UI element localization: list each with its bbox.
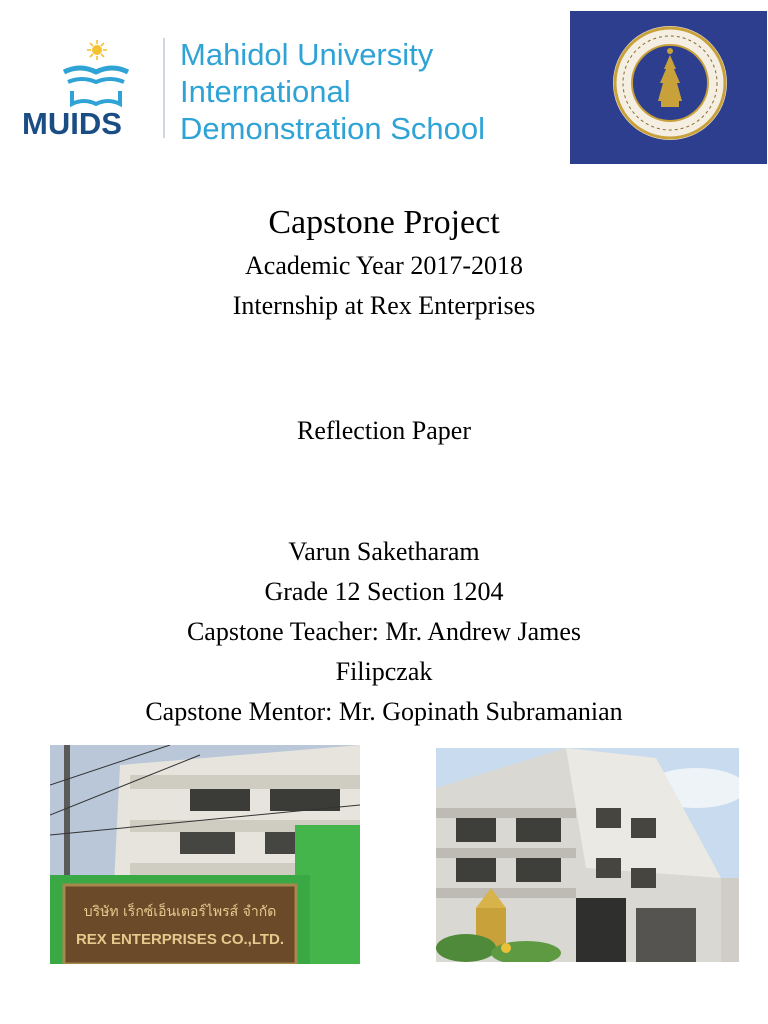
sign-thai-text: บริษัท เร็กซ์เอ็นเตอร์ไพรส์ จำกัด xyxy=(83,904,277,920)
school-name xyxy=(180,36,485,147)
teacher-line-1: Capstone Teacher: Mr. Andrew James xyxy=(186,617,582,646)
internship-line: Internship at Rex Enterprises xyxy=(232,291,536,320)
mahidol-university-seal-icon xyxy=(570,11,767,164)
muids-logo-text: MUIDS xyxy=(22,106,122,141)
author-name: Varun Saketharam xyxy=(288,537,480,566)
university-seal-panel xyxy=(570,11,767,164)
teacher-line-2: Filipczak xyxy=(335,657,433,686)
photo-building-facade xyxy=(436,748,739,962)
photo-building-sign xyxy=(50,745,360,964)
school-name-line-1: Mahidol University xyxy=(180,37,434,72)
logo-divider xyxy=(163,38,165,138)
author-block xyxy=(0,532,768,732)
academic-year: Academic Year 2017-2018 xyxy=(245,251,523,280)
school-name-line-3: Demonstration School xyxy=(180,111,485,146)
document-title: Capstone Project xyxy=(268,204,500,241)
title-block xyxy=(0,200,768,326)
mentor-line: Capstone Mentor: Mr. Gopinath Subramanian xyxy=(145,697,623,726)
paper-type: Reflection Paper xyxy=(297,416,471,445)
school-name-line-2: International xyxy=(180,74,351,109)
sign-english-text: REX ENTERPRISES CO.,LTD. xyxy=(75,931,285,948)
author-grade: Grade 12 Section 1204 xyxy=(264,577,504,606)
school-logo xyxy=(20,36,550,146)
